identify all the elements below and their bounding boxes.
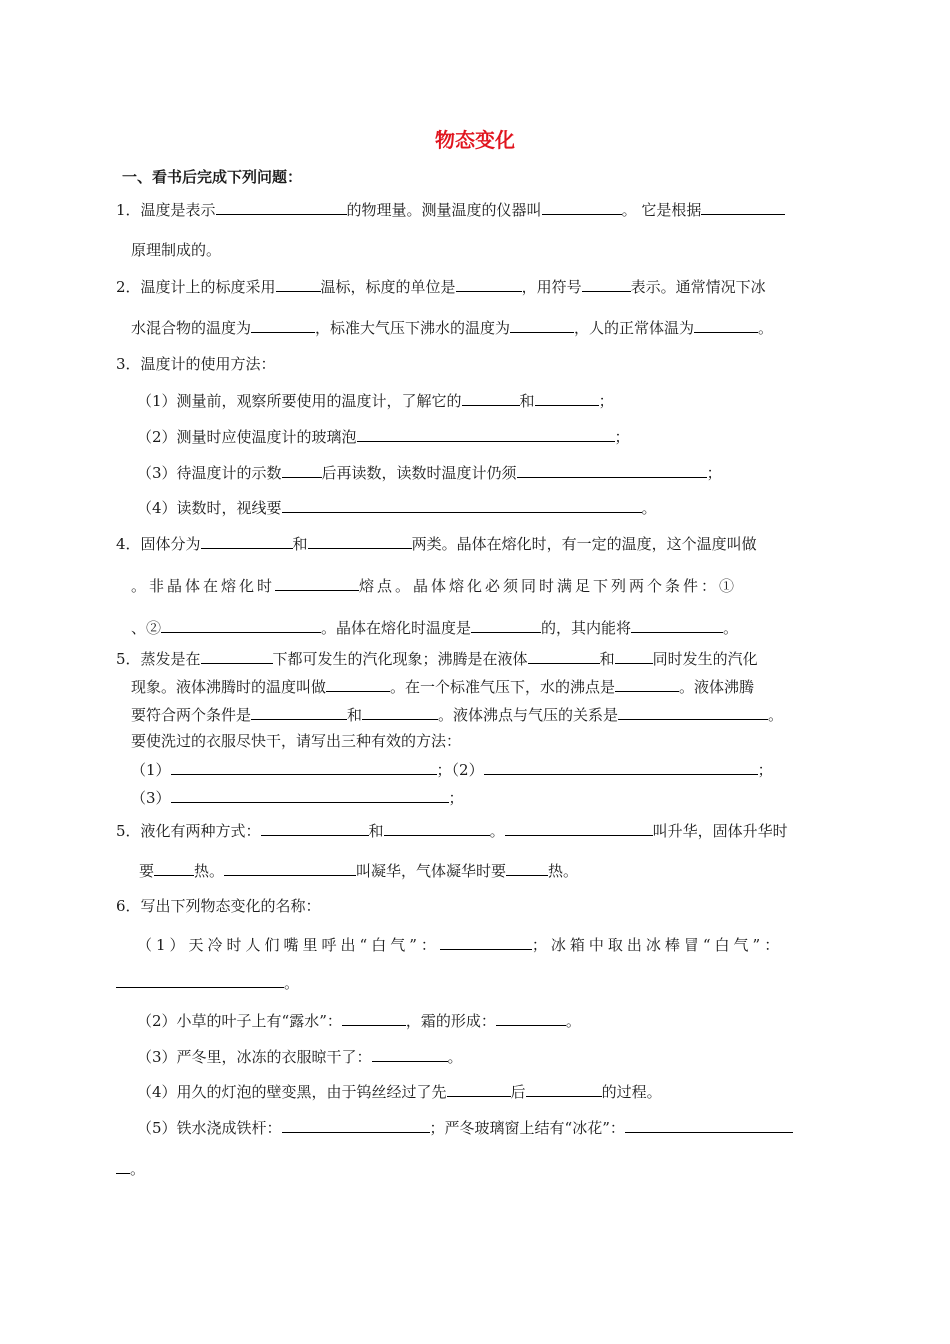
blank[interactable] — [384, 820, 490, 836]
blank[interactable] — [484, 759, 758, 775]
blank[interactable] — [528, 648, 600, 664]
blank[interactable] — [116, 1158, 130, 1174]
q2-line2: 水混合物的温度为 ，标准大气压下沸水的温度为 ，人的正常体温为 。 — [131, 319, 774, 337]
q6-item3: （3）严冬里，冰冻的衣服晾干了： 。 — [137, 1048, 463, 1066]
blank[interactable] — [631, 617, 723, 633]
blank[interactable] — [216, 199, 347, 215]
blank[interactable] — [362, 704, 438, 720]
blank[interactable] — [308, 533, 412, 549]
q6-item5-cont: 。 — [116, 1158, 145, 1179]
blank[interactable] — [372, 1046, 448, 1062]
q5b-line2: 要 热。 叫凝华，气体凝华时要 热。 — [139, 862, 579, 880]
blank[interactable] — [171, 787, 449, 803]
q3-item3: （3）待温度计的示数 后再读数，读数时温度计仍须 ； — [137, 464, 722, 482]
q5-methods-3: （3） ； — [131, 789, 464, 807]
q2-line1: 2．温度计上的标度采用 温标，标度的单位是 ，用符号 表示。通常情况下冰 — [116, 278, 766, 296]
q3-item1: （1）测量前，观察所要使用的温度计，了解它的 和 ； — [137, 392, 614, 410]
blank[interactable] — [456, 276, 522, 292]
blank[interactable] — [615, 676, 679, 692]
q5-line3: 要符合两个条件是 和 。液体沸点与气压的关系是 。 — [131, 706, 784, 724]
blank[interactable] — [496, 1010, 566, 1026]
q6-item2: （2）小草的叶子上有“露水”： ，霜的形成： 。 — [137, 1012, 581, 1030]
q5b-line1: 5．液化有两种方式： 和 。 叫升华，固体升华时 — [116, 822, 788, 840]
blank[interactable] — [116, 972, 284, 988]
blank[interactable] — [201, 648, 273, 664]
q3-item2: （2）测量时应使温度计的玻璃泡 ； — [137, 428, 630, 446]
blank[interactable] — [542, 199, 622, 215]
blank[interactable] — [224, 860, 356, 876]
q5-line2: 现象。液体沸腾时的温度叫做 。在一个标准气压下，水的沸点是 。液体沸腾 — [131, 678, 755, 696]
q4-line3: 、② 。晶体在熔化时温度是 的，其内能将 。 — [131, 619, 739, 637]
q5-line4: 要使洗过的衣服尽快干，请写出三种有效的方法： — [131, 732, 462, 750]
blank[interactable] — [618, 704, 768, 720]
blank[interactable] — [535, 390, 599, 406]
blank[interactable] — [440, 934, 532, 950]
blank[interactable] — [357, 426, 615, 442]
blank[interactable] — [526, 1081, 602, 1097]
q3-heading: 3．温度计的使用方法： — [116, 355, 276, 373]
blank[interactable] — [447, 1081, 511, 1097]
section-heading: 一、看书后完成下列问题： — [122, 168, 303, 186]
q6-item4: （4）用久的灯泡的壁变黑，由于钨丝经过了先 后 的过程。 — [137, 1083, 662, 1101]
q4-line2: 。非晶体在熔化时 熔点。晶体熔化必须同时满足下列两个条件：① — [131, 577, 738, 595]
blank[interactable] — [471, 617, 541, 633]
blank[interactable] — [261, 820, 369, 836]
q1-line1: 1．温度是表示 的物理量。测量温度的仪器叫 。 它是根据 — [116, 199, 785, 220]
q5-methods-1-2: （1） ；（2） ； — [131, 761, 773, 779]
blank[interactable] — [201, 533, 293, 549]
q6-heading: 6．写出下列物态变化的名称： — [116, 897, 321, 915]
blank[interactable] — [582, 276, 631, 292]
blank[interactable] — [282, 1117, 430, 1133]
blank[interactable] — [517, 462, 707, 478]
blank[interactable] — [625, 1117, 793, 1133]
blank[interactable] — [462, 390, 520, 406]
q1-line2: 原理制成的。 — [131, 241, 222, 259]
blank[interactable] — [342, 1010, 406, 1026]
q5-line1: 5．蒸发是在 下都可发生的汽化现象；沸腾是在液体 和 同时发生的汽化 — [116, 650, 758, 668]
blank[interactable] — [161, 617, 321, 633]
page-title: 物态变化 — [435, 128, 515, 152]
blank[interactable] — [505, 820, 653, 836]
blank[interactable] — [171, 759, 437, 775]
blank[interactable] — [251, 704, 347, 720]
q3-item4: （4）读数时，视线要 。 — [137, 499, 657, 517]
blank[interactable] — [506, 860, 548, 876]
blank[interactable] — [154, 860, 194, 876]
q4-line1: 4．固体分为 和 两类。晶体在熔化时，有一定的温度，这个温度叫做 — [116, 535, 757, 553]
blank[interactable] — [694, 317, 758, 333]
q6-item1-cont: 。 — [116, 972, 299, 993]
blank[interactable] — [282, 497, 642, 513]
blank[interactable] — [510, 317, 574, 333]
blank[interactable] — [251, 317, 315, 333]
blank[interactable] — [615, 648, 653, 664]
blank[interactable] — [701, 199, 785, 215]
blank[interactable] — [276, 276, 321, 292]
blank[interactable] — [275, 575, 359, 591]
q6-item1: （1）天冷时人们嘴里呼出“白气”： ；冰箱中取出冰棒冒“白气”： — [137, 936, 784, 954]
blank[interactable] — [326, 676, 390, 692]
blank[interactable] — [282, 462, 322, 478]
q6-item5: （5）铁水浇成铁杆： ；严冬玻璃窗上结有“冰花”： — [137, 1117, 793, 1138]
